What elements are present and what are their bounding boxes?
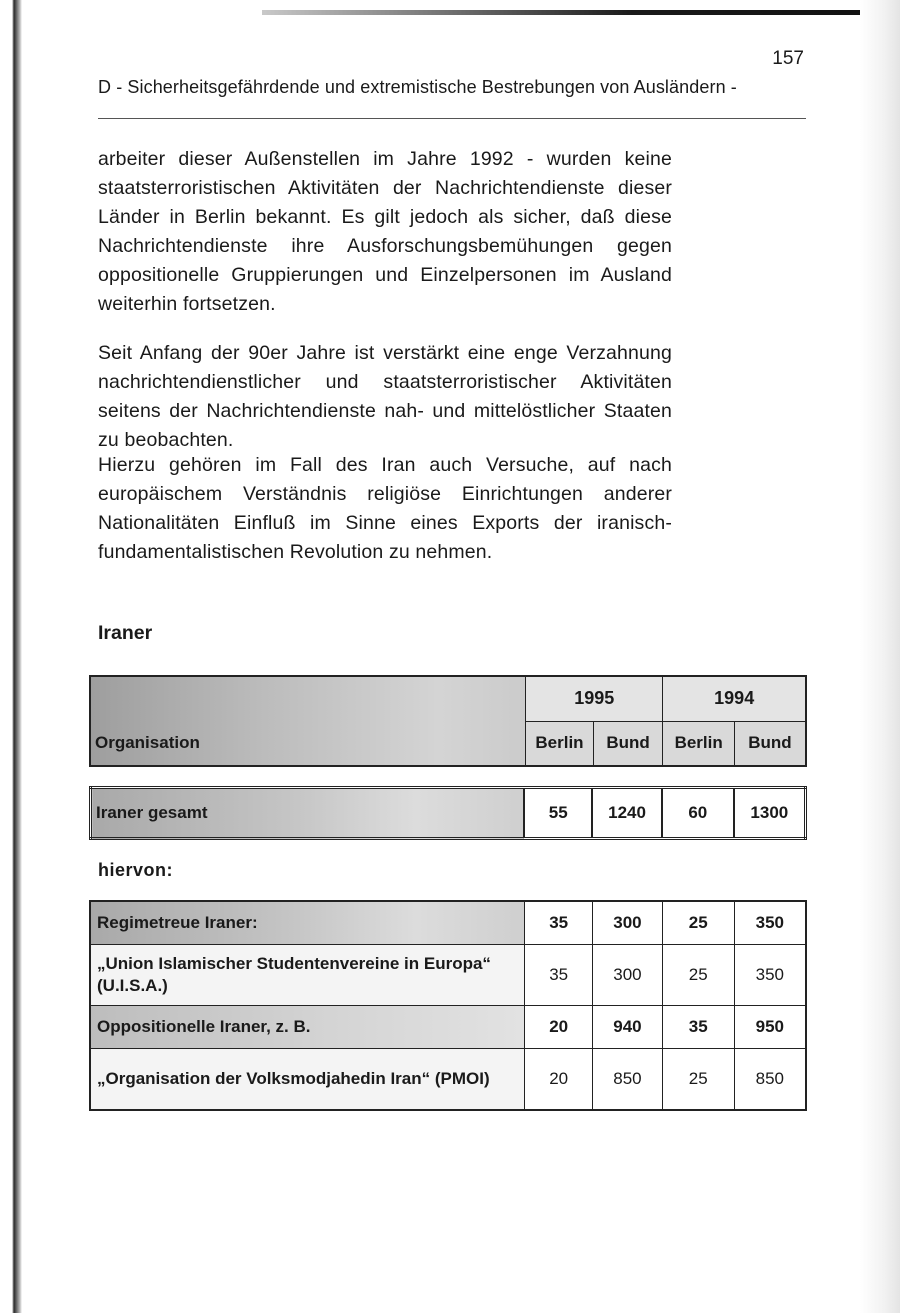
value-cell: 35: [525, 901, 593, 945]
row-label: Iraner gesamt: [91, 788, 525, 839]
value-cell: 60: [662, 788, 734, 839]
bund-column-header: Bund: [593, 721, 663, 766]
row-label: „Union Islamischer Studentenvereine in Europa“ (U.I.S.A.): [90, 945, 525, 1006]
value-cell: 350: [734, 945, 806, 1006]
organisation-column-header: Organisation: [90, 676, 526, 766]
detail-table: [89, 900, 807, 1111]
table-row: [91, 788, 806, 839]
scan-top-rule: [262, 10, 880, 15]
value-cell: 300: [593, 901, 663, 945]
year-header: 1995: [526, 676, 663, 721]
table-row: [90, 901, 806, 945]
value-cell: 1300: [734, 788, 806, 839]
value-cell: 35: [662, 1006, 734, 1049]
paragraph: Hierzu gehören im Fall des Iran auch Versuche, auf nach europäischem Verständnis religiöse Einrichtungen anderer Nationalitäten Einfluß im Sinne eines Exports der iranisch-fundamentalistischen Revolution zu nehmen.: [98, 454, 672, 563]
value-cell: 950: [734, 1006, 806, 1049]
bund-column-header: Bund: [734, 721, 806, 766]
value-cell: 300: [593, 945, 663, 1006]
value-cell: 850: [734, 1049, 806, 1111]
value-cell: 20: [525, 1006, 593, 1049]
row-label: Oppositionelle Iraner, z. B.: [90, 1006, 525, 1049]
value-cell: 850: [593, 1049, 663, 1111]
sub-heading: hiervon:: [98, 860, 174, 880]
table-row: [90, 945, 806, 1006]
page-number: 157: [772, 48, 804, 69]
page-binding-edge: [0, 0, 22, 1313]
page-right-shadow: [860, 0, 900, 1313]
year-header: 1994: [663, 676, 806, 721]
table-header: [89, 675, 807, 767]
table-row: [90, 1049, 806, 1111]
value-cell: 25: [662, 901, 734, 945]
row-label: Regimetreue Iraner:: [90, 901, 525, 945]
value-cell: 55: [524, 788, 592, 839]
table-row: [90, 1006, 806, 1049]
paragraph: arbeiter dieser Außenstellen im Jahre 1992 - wurden keine staatsterroristischen Aktivitäten der Nachrichtendienste dieser Länder in Berlin bekannt. Es gilt jedoch als sicher, daß diese Nachrichtendienste ihre Ausforschungsbemühungen gegen oppositionelle Gruppierungen und Einzelpersonen im Ausland weiterhin fortsetzen.: [98, 148, 672, 315]
value-cell: 350: [734, 901, 806, 945]
value-cell: 940: [593, 1006, 663, 1049]
running-head: D - Sicherheitsgefährdende und extremistische Bestrebungen von Ausländern -: [98, 77, 737, 97]
value-cell: 35: [525, 945, 593, 1006]
header-rule: [98, 118, 806, 119]
section-heading: Iraner: [98, 622, 153, 644]
paragraph: Seit Anfang der 90er Jahre ist verstärkt eine enge Verzahnung nachrichtendienstlicher und staatsterroristischer Aktivitäten seitens der Nachrichtendienste nah- und mittelöstlicher Staaten zu beobachten.: [98, 342, 672, 451]
total-table: [89, 786, 807, 840]
berlin-column-header: Berlin: [663, 721, 735, 766]
value-cell: 1240: [592, 788, 662, 839]
value-cell: 25: [662, 945, 734, 1006]
value-cell: 25: [662, 1049, 734, 1111]
row-label: „Organisation der Volksmodjahedin Iran“ (PMOI): [90, 1049, 525, 1111]
berlin-column-header: Berlin: [526, 721, 594, 766]
value-cell: 20: [525, 1049, 593, 1111]
